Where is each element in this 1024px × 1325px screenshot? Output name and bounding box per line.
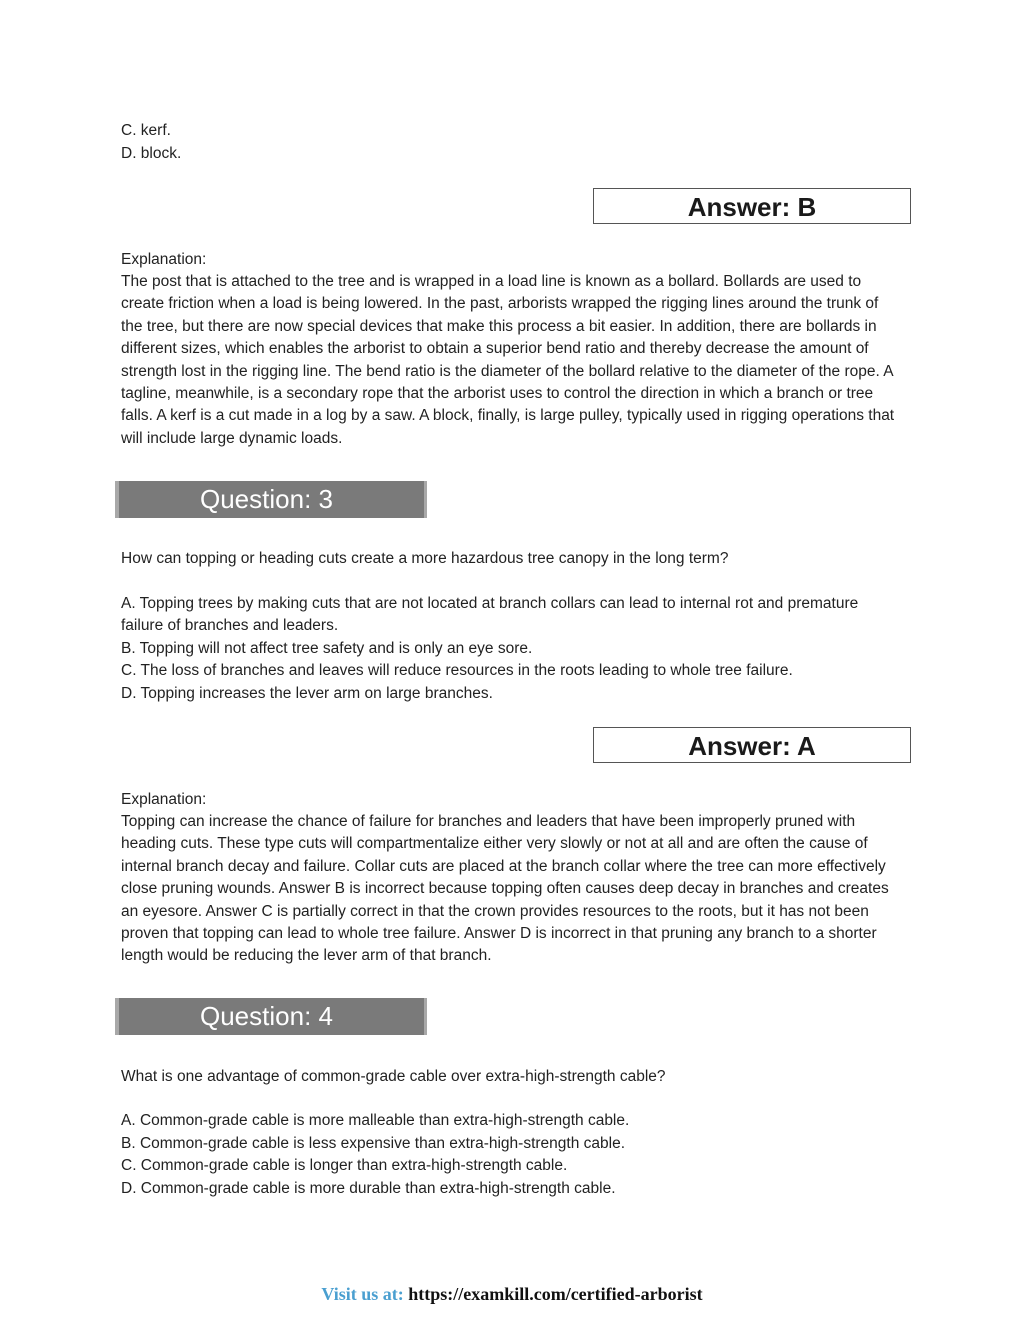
q3-heading-bar [115, 481, 427, 518]
footer-url-link[interactable]: https://examkill.com/certified-arborist [408, 1284, 703, 1304]
q2-option-d: D. block. [121, 145, 182, 162]
q4-heading-bar [115, 998, 427, 1035]
q3-option-a: A. Topping trees by making cuts that are not located at branch collars can lead to internal rot and premature failure of branches and leaders. [121, 595, 859, 635]
q4-option-c: C. Common-grade cable is longer than extra-high-strength cable. [121, 1157, 568, 1174]
q2-answer-label: Answer: B [687, 192, 817, 222]
q4-option-b: B. Common-grade cable is less expensive than extra-high-strength cable. [121, 1135, 626, 1152]
q2-answer-box [593, 188, 911, 224]
q2-explanation-label: Explanation: [121, 251, 207, 268]
q3-explanation-text: Topping can increase the chance of failure for branches and leaders that have been improperly pruned with heading cuts. These type cuts will compartmentalize either very slowly or not at all and are often the cause of internal branch decay and failure. Collar cuts are placed at the branch collar where the tree can more effectively close pruning wounds. Answer B is incorrect because topping often causes deep decay in branches and creates an eyesore. Answer C is partially correct in that the crown provides resources to the roots, but it has not been proven that topping can lead to whole tree failure. Answer D is incorrect in that pruning any branch to a shorter length would be reducing the lever arm of that branch. [121, 813, 889, 965]
q2-explanation-text: The post that is attached to the tree and is wrapped in a load line is known as a bollard. Bollards are used to create friction when a load is being lowered. In the past, arborists wrapped the rigging lines around the trunk of the tree, but there are now special devices that make this process a bit easier. In addition, there are bollards in different sizes, which enables the arborist to obtain a superior bend ratio and thereby decrease the amount of strength lost in the rigging line. The bend ratio is the diameter of the bollard relative to the diameter of the rope. A tagline, meanwhile, is a secondary rope that the arborist uses to control the direction in which a branch or tree falls. A kerf is a cut made in a log by a saw. A block, finally, is large pulley, typically used in rigging operations that will include large dynamic loads. [121, 273, 895, 447]
q3-option-b: B. Topping will not affect tree safety and is only an eye sore. [121, 640, 533, 657]
q3-answer-box [593, 727, 911, 763]
q3-option-d: D. Topping increases the lever arm on large branches. [121, 685, 493, 702]
footer-visit-label: Visit us at: [321, 1284, 404, 1304]
q3-option-c: C. The loss of branches and leaves will reduce resources in the roots leading to whole tree failure. [121, 662, 793, 679]
q4-prompt: What is one advantage of common-grade cable over extra-high-strength cable? [121, 1068, 666, 1085]
q2-option-c: C. kerf. [121, 122, 171, 139]
q4-heading: Question: 4 [200, 1001, 333, 1031]
q3-explanation-label: Explanation: [121, 791, 207, 808]
q3-answer-label: Answer: A [688, 731, 816, 761]
q4-option-d: D. Common-grade cable is more durable than extra-high-strength cable. [121, 1180, 616, 1197]
q3-prompt: How can topping or heading cuts create a more hazardous tree canopy in the long term? [121, 550, 729, 567]
q3-heading: Question: 3 [200, 484, 333, 514]
q4-option-a: A. Common-grade cable is more malleable than extra-high-strength cable. [121, 1112, 630, 1129]
footer [0, 1283, 1024, 1305]
